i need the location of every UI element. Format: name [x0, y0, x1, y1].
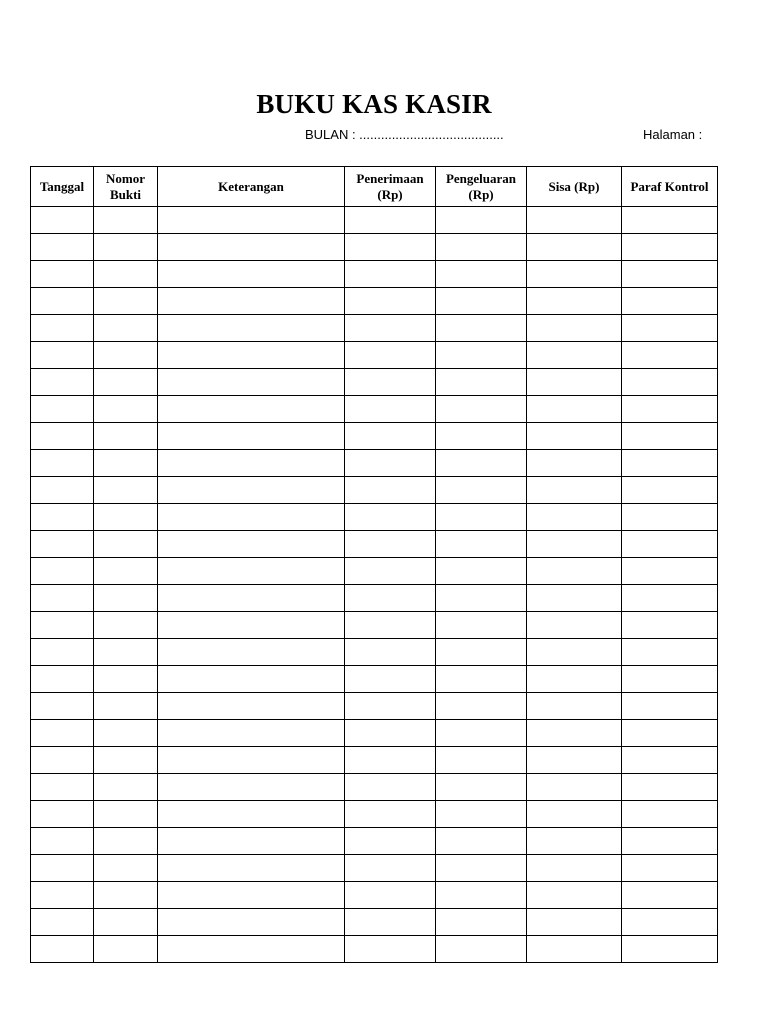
cell-keterangan [158, 261, 345, 288]
cell-nomor-bukti [94, 531, 158, 558]
cell-paraf-kontrol [622, 531, 718, 558]
cell-sisa [527, 801, 622, 828]
cell-paraf-kontrol [622, 774, 718, 801]
cell-sisa [527, 504, 622, 531]
cell-nomor-bukti [94, 666, 158, 693]
cell-nomor-bukti [94, 774, 158, 801]
cell-nomor-bukti [94, 234, 158, 261]
cell-keterangan [158, 477, 345, 504]
cell-penerimaan [345, 423, 436, 450]
cell-keterangan [158, 585, 345, 612]
cell-tanggal [31, 747, 94, 774]
table-row [31, 315, 718, 342]
cell-paraf-kontrol [622, 207, 718, 234]
cell-keterangan [158, 747, 345, 774]
cell-paraf-kontrol [622, 504, 718, 531]
cell-penerimaan [345, 747, 436, 774]
cell-sisa [527, 396, 622, 423]
cell-tanggal [31, 720, 94, 747]
cell-sisa [527, 207, 622, 234]
cell-pengeluaran [436, 369, 527, 396]
cell-tanggal [31, 315, 94, 342]
cash-ledger-table [30, 166, 718, 963]
cell-penerimaan [345, 342, 436, 369]
cell-penerimaan [345, 936, 436, 963]
table-body [31, 207, 718, 963]
cell-paraf-kontrol [622, 423, 718, 450]
cell-nomor-bukti [94, 909, 158, 936]
cell-paraf-kontrol [622, 315, 718, 342]
cell-nomor-bukti [94, 369, 158, 396]
cell-sisa [527, 369, 622, 396]
table-row [31, 666, 718, 693]
table-row [31, 855, 718, 882]
cell-pengeluaran [436, 612, 527, 639]
cell-sisa [527, 720, 622, 747]
cell-sisa [527, 936, 622, 963]
cell-keterangan [158, 342, 345, 369]
cell-paraf-kontrol [622, 288, 718, 315]
table-row [31, 261, 718, 288]
cell-sisa [527, 612, 622, 639]
cell-pengeluaran [436, 315, 527, 342]
cell-penerimaan [345, 612, 436, 639]
cell-penerimaan [345, 720, 436, 747]
cell-pengeluaran [436, 423, 527, 450]
cell-penerimaan [345, 828, 436, 855]
table-row [31, 342, 718, 369]
cell-nomor-bukti [94, 936, 158, 963]
table-row [31, 504, 718, 531]
header-nomor-bukti: Nomor Bukti [94, 167, 158, 207]
cell-pengeluaran [436, 909, 527, 936]
cell-paraf-kontrol [622, 450, 718, 477]
cell-keterangan [158, 315, 345, 342]
table-row [31, 639, 718, 666]
cell-paraf-kontrol [622, 369, 718, 396]
cell-paraf-kontrol [622, 747, 718, 774]
cell-tanggal [31, 666, 94, 693]
cell-penerimaan [345, 666, 436, 693]
cell-pengeluaran [436, 936, 527, 963]
cell-sisa [527, 882, 622, 909]
table-header-row [31, 167, 718, 207]
cell-keterangan [158, 882, 345, 909]
cell-penerimaan [345, 585, 436, 612]
cell-keterangan [158, 909, 345, 936]
cell-keterangan [158, 639, 345, 666]
cell-sisa [527, 261, 622, 288]
cell-sisa [527, 342, 622, 369]
cell-sisa [527, 693, 622, 720]
table-row [31, 558, 718, 585]
cell-penerimaan [345, 477, 436, 504]
cell-nomor-bukti [94, 828, 158, 855]
table-row [31, 477, 718, 504]
cell-sisa [527, 639, 622, 666]
cell-keterangan [158, 801, 345, 828]
header-penerimaan: Penerimaan (Rp) [345, 167, 436, 207]
cell-tanggal [31, 477, 94, 504]
cell-tanggal [31, 504, 94, 531]
bulan-label: BULAN : ........................................ [305, 127, 504, 142]
cell-keterangan [158, 558, 345, 585]
cell-pengeluaran [436, 234, 527, 261]
cell-penerimaan [345, 558, 436, 585]
table-row [31, 207, 718, 234]
cell-pengeluaran [436, 207, 527, 234]
cell-keterangan [158, 531, 345, 558]
cell-paraf-kontrol [622, 855, 718, 882]
cell-sisa [527, 234, 622, 261]
cell-keterangan [158, 423, 345, 450]
cell-penerimaan [345, 693, 436, 720]
cell-pengeluaran [436, 504, 527, 531]
cell-pengeluaran [436, 396, 527, 423]
cell-nomor-bukti [94, 288, 158, 315]
cell-paraf-kontrol [622, 234, 718, 261]
cell-penerimaan [345, 261, 436, 288]
table-row [31, 531, 718, 558]
table-row [31, 693, 718, 720]
document-title: BUKU KAS KASIR [256, 89, 492, 119]
cell-pengeluaran [436, 585, 527, 612]
table-row [31, 288, 718, 315]
cell-tanggal [31, 855, 94, 882]
cell-pengeluaran [436, 477, 527, 504]
cell-nomor-bukti [94, 747, 158, 774]
cell-keterangan [158, 450, 345, 477]
cell-pengeluaran [436, 666, 527, 693]
cell-penerimaan [345, 639, 436, 666]
cell-penerimaan [345, 774, 436, 801]
cell-tanggal [31, 423, 94, 450]
cell-nomor-bukti [94, 612, 158, 639]
cell-nomor-bukti [94, 585, 158, 612]
cell-nomor-bukti [94, 477, 158, 504]
cell-paraf-kontrol [622, 693, 718, 720]
table-row [31, 909, 718, 936]
cell-paraf-kontrol [622, 261, 718, 288]
cell-tanggal [31, 558, 94, 585]
cell-tanggal [31, 936, 94, 963]
cell-paraf-kontrol [622, 909, 718, 936]
cell-tanggal [31, 801, 94, 828]
cell-paraf-kontrol [622, 585, 718, 612]
cell-penerimaan [345, 234, 436, 261]
header-paraf-kontrol: Paraf Kontrol [622, 167, 718, 207]
cell-tanggal [31, 612, 94, 639]
cell-keterangan [158, 855, 345, 882]
cell-penerimaan [345, 369, 436, 396]
cell-penerimaan [345, 855, 436, 882]
cell-nomor-bukti [94, 342, 158, 369]
cell-nomor-bukti [94, 882, 158, 909]
cell-paraf-kontrol [622, 828, 718, 855]
cell-nomor-bukti [94, 261, 158, 288]
cell-paraf-kontrol [622, 396, 718, 423]
cell-nomor-bukti [94, 558, 158, 585]
table-row [31, 882, 718, 909]
cell-keterangan [158, 288, 345, 315]
cell-nomor-bukti [94, 693, 158, 720]
cell-keterangan [158, 720, 345, 747]
halaman-label: Halaman : [643, 127, 703, 142]
cell-tanggal [31, 693, 94, 720]
cell-penerimaan [345, 801, 436, 828]
cell-tanggal [31, 261, 94, 288]
cell-tanggal [31, 774, 94, 801]
cell-sisa [527, 315, 622, 342]
cell-penerimaan [345, 288, 436, 315]
cell-tanggal [31, 396, 94, 423]
cell-penerimaan [345, 396, 436, 423]
cell-pengeluaran [436, 855, 527, 882]
cell-nomor-bukti [94, 720, 158, 747]
cell-sisa [527, 423, 622, 450]
cell-pengeluaran [436, 774, 527, 801]
cell-nomor-bukti [94, 207, 158, 234]
cell-pengeluaran [436, 801, 527, 828]
header-sisa: Sisa (Rp) [527, 167, 622, 207]
header-pengeluaran: Pengeluaran (Rp) [436, 167, 527, 207]
cell-keterangan [158, 693, 345, 720]
cell-sisa [527, 531, 622, 558]
cell-pengeluaran [436, 747, 527, 774]
cell-sisa [527, 450, 622, 477]
cell-paraf-kontrol [622, 882, 718, 909]
cell-paraf-kontrol [622, 936, 718, 963]
cell-nomor-bukti [94, 801, 158, 828]
cell-sisa [527, 909, 622, 936]
cell-tanggal [31, 882, 94, 909]
cell-nomor-bukti [94, 504, 158, 531]
cell-tanggal [31, 288, 94, 315]
cell-keterangan [158, 612, 345, 639]
table-row [31, 612, 718, 639]
cell-keterangan [158, 396, 345, 423]
cell-penerimaan [345, 531, 436, 558]
cell-nomor-bukti [94, 450, 158, 477]
cell-paraf-kontrol [622, 558, 718, 585]
header-keterangan: Keterangan [158, 167, 345, 207]
cell-pengeluaran [436, 720, 527, 747]
cell-pengeluaran [436, 558, 527, 585]
cell-nomor-bukti [94, 396, 158, 423]
cell-keterangan [158, 504, 345, 531]
cell-sisa [527, 747, 622, 774]
cell-paraf-kontrol [622, 612, 718, 639]
cell-penerimaan [345, 315, 436, 342]
table-row [31, 828, 718, 855]
cell-sisa [527, 855, 622, 882]
cell-paraf-kontrol [622, 342, 718, 369]
cell-keterangan [158, 774, 345, 801]
cell-pengeluaran [436, 261, 527, 288]
table-row [31, 234, 718, 261]
cell-nomor-bukti [94, 855, 158, 882]
cell-keterangan [158, 936, 345, 963]
table-row [31, 720, 718, 747]
cell-sisa [527, 585, 622, 612]
cell-sisa [527, 774, 622, 801]
cell-paraf-kontrol [622, 477, 718, 504]
cell-paraf-kontrol [622, 801, 718, 828]
cell-sisa [527, 477, 622, 504]
cell-tanggal [31, 828, 94, 855]
table-row [31, 423, 718, 450]
table-row [31, 585, 718, 612]
cell-nomor-bukti [94, 639, 158, 666]
cell-nomor-bukti [94, 315, 158, 342]
table-row [31, 747, 718, 774]
cell-sisa [527, 288, 622, 315]
cell-sisa [527, 558, 622, 585]
table-row [31, 450, 718, 477]
cell-keterangan [158, 234, 345, 261]
cell-keterangan [158, 369, 345, 396]
cell-keterangan [158, 207, 345, 234]
cell-tanggal [31, 369, 94, 396]
cell-penerimaan [345, 207, 436, 234]
cell-sisa [527, 666, 622, 693]
cell-keterangan [158, 666, 345, 693]
cell-pengeluaran [436, 342, 527, 369]
cell-paraf-kontrol [622, 639, 718, 666]
cell-pengeluaran [436, 288, 527, 315]
cell-paraf-kontrol [622, 666, 718, 693]
cell-pengeluaran [436, 828, 527, 855]
cell-keterangan [158, 828, 345, 855]
cell-tanggal [31, 639, 94, 666]
cell-penerimaan [345, 504, 436, 531]
cell-tanggal [31, 342, 94, 369]
cell-pengeluaran [436, 693, 527, 720]
table-row [31, 396, 718, 423]
table-row [31, 936, 718, 963]
cell-paraf-kontrol [622, 720, 718, 747]
cell-tanggal [31, 207, 94, 234]
cell-tanggal [31, 234, 94, 261]
cell-penerimaan [345, 882, 436, 909]
cell-penerimaan [345, 909, 436, 936]
cell-pengeluaran [436, 450, 527, 477]
cell-pengeluaran [436, 882, 527, 909]
cell-tanggal [31, 450, 94, 477]
cell-pengeluaran [436, 531, 527, 558]
cell-sisa [527, 828, 622, 855]
cell-tanggal [31, 909, 94, 936]
table-row [31, 801, 718, 828]
cell-penerimaan [345, 450, 436, 477]
cell-nomor-bukti [94, 423, 158, 450]
table-row [31, 774, 718, 801]
cell-tanggal [31, 585, 94, 612]
cell-pengeluaran [436, 639, 527, 666]
cell-tanggal [31, 531, 94, 558]
header-tanggal: Tanggal [31, 167, 94, 207]
table-row [31, 369, 718, 396]
